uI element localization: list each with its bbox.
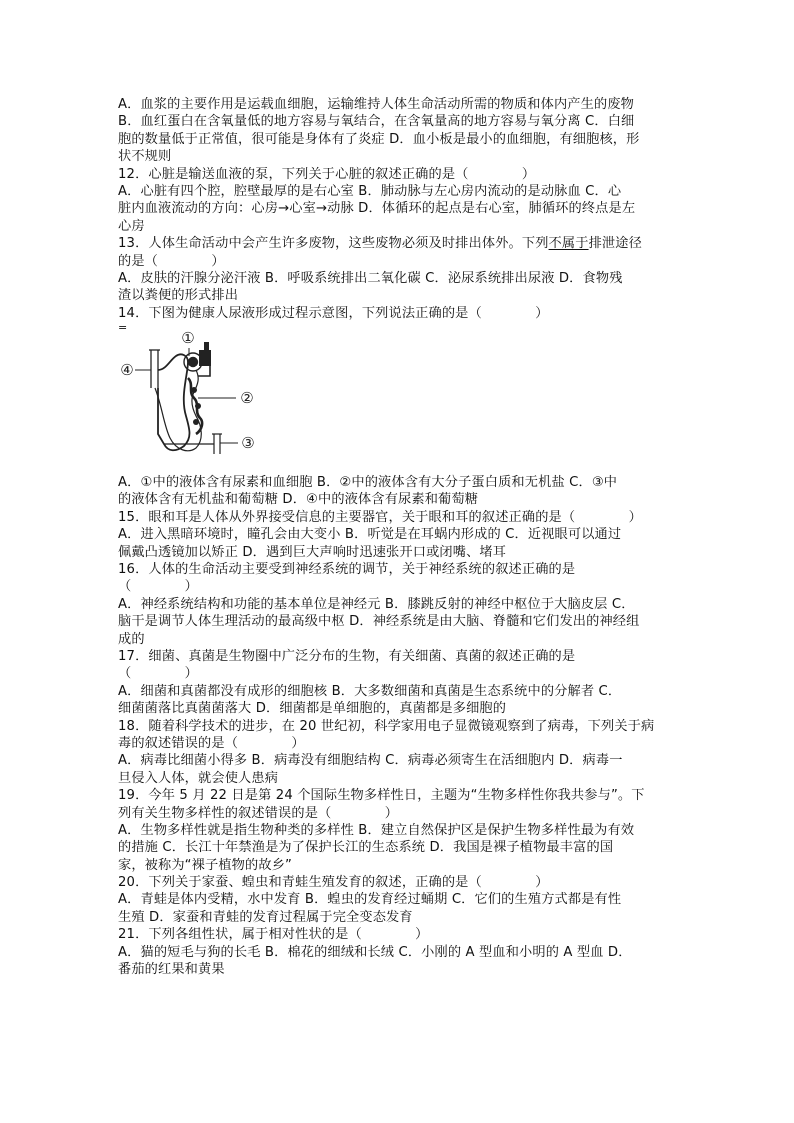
text-line: 的措施 C．长江十年禁渔是为了保护长江的生态系统 D．我国是裸子植物最丰富的国 [118,840,614,856]
text-line: 胞的数量低于正常值，很可能是身体有了炎症 D．血小板是最小的血细胞，有细胞核，形 [118,131,640,147]
text-line: 的液体含有无机盐和葡萄糖 D．④中的液体含有尿素和葡萄糖 [118,492,479,508]
text-line: A．病毒比细菌小得多 B．病毒没有细胞结构 C．病毒必须寄生在活细胞内 D．病毒一 [118,753,623,769]
text-line: A．心脏有四个腔，腔壁最厚的是右心室 B．肺动脉与左心房内流动的是动脉血 C．心 [118,183,622,199]
text-line: A．皮肤的汗腺分泌汗液 B．呼吸系统排出二氧化碳 C．泌尿系统排出尿液 D．食物残 [118,270,623,286]
label-1: ① [181,329,195,348]
question-13-stem-start: 13．人体生命活动中会产生许多废物，这些废物必须及时排出体外。下列 [118,236,549,252]
question-13-stem-end: 排泄途径 [588,236,642,252]
question-20-stem: 20．下列关于家蚕、蝗虫和青蛙生殖发育的叙述，正确的是（ ） [118,875,549,891]
question-16-stem: 16．人体的生命活动主要受到神经系统的调节，关于神经系统的叙述正确的是 [118,562,576,578]
text-line: A．生物多样性就是指生物种类的多样性 B．建立自然保护区是保护生物多样性最为有效 [118,822,635,838]
document-page [118,96,678,978]
text-line: 脏内血液流动的方向：心房→心室→动脉 D．体循环的起点是右心室，肺循环的终点是左 [118,201,636,217]
question-14-stem: 14．下图为健康人尿液形成过程示意图，下列说法正确的是（ ） [118,305,549,321]
question-19-stem: 19．今年 5 月 22 日是第 24 个国际生物多样性日，主题为“生物多样性你我共参与”。下 [118,788,645,804]
text-line: A．青蛙是体内受精，水中发育 B．蝗虫的发育经过蛹期 C．它们的生殖方式都是有性 [118,892,622,908]
question-21-stem: 21．下列各组性状，属于相对性状的是（ ） [118,927,429,943]
label-2: ② [240,389,254,408]
text-line: 生殖 D．家蚕和青蛙的发育过程属于完全变态发育 [118,909,413,925]
text-line: 状不规则 [118,149,172,165]
question-13-stem [118,235,678,252]
question-13-underlined: 不属于 [548,236,589,252]
text-line: 脑干是调节人体生理活动的最高级中枢 D．神经系统是由大脑、脊髓和它们发出的神经组 [118,614,640,630]
text-line: 列有关生物多样性的叙述错误的是（ ） [118,805,399,821]
label-4: ④ [120,361,134,380]
text-line: A．血浆的主要作用是运载血细胞，运输维持人体生命活动所需的物质和体内产生的废物 [118,97,634,112]
text-line: 心房 [118,218,145,234]
text-line: 毒的叙述错误的是（ ） [118,735,305,751]
text-line: 渣以粪便的形式排出 [118,288,239,304]
text-line: A．神经系统结构和功能的基本单位是神经元 B．膝跳反射的神经中枢位于大脑皮层 C． [118,596,635,612]
text-line: 细菌菌落比真菌菌落大 D．细菌都是单细胞的，真菌都是多细胞的 [118,701,507,717]
question-15-stem: 15．眼和耳是人体从外界接受信息的主要器官，关于眼和耳的叙述正确的是（ ） [118,509,642,525]
nephron-illustration [118,326,298,474]
question-12-stem: 12．心脏是输送血液的泵，下列关于心脏的叙述正确的是（ ） [118,166,536,182]
text-line: B．血红蛋白在含氧量低的地方容易与氧结合，在含氧量高的地方容易与氧分离 C．白细 [118,114,635,130]
question-17-stem: 17．细菌、真菌是生物圈中广泛分布的生物，有关细菌、真菌的叙述正确的是 [118,648,576,664]
text-line: A．①中的液体含有尿素和血细胞 B．②中的液体含有大分子蛋白质和无机盐 C．③中 [118,475,618,491]
text-line: A．细菌和真菌都没有成形的细胞核 B．大多数细菌和真菌是生态系统中的分解者 C． [118,683,622,699]
label-3: ③ [241,434,255,453]
text-line: A．进入黑暗环境时，瞳孔会由大变小 B．听觉是在耳蜗内形成的 C．近视眼可以通过 [118,527,622,543]
text-line: 家，被称为“裸子植物的故乡” [118,857,293,873]
nephron-diagram [118,322,678,474]
text-line: （ ） [118,579,199,595]
text-line: 旦侵入人体，就会使人患病 [118,770,279,786]
text-line: 成的 [118,631,145,647]
text-line: （ ） [118,666,199,682]
text-line: 的是（ ） [118,253,225,269]
text-line: 佩戴凸透镜加以矫正 D．遇到巨大声响时迅速张开口或闭嘴、堵耳 [118,544,507,560]
text-line: A．猫的短毛与狗的长毛 B．棉花的细绒和长绒 C．小刚的 A 型血和小明的 A 型血 D． [118,944,632,960]
question-18-stem: 18．随着科学技术的进步，在 20 世纪初，科学家用电子显微镜观察到了病毒，下列关于病 [118,718,655,734]
text-line: 番茄的红果和黄果 [118,962,225,978]
figure-mark: = [118,321,128,335]
